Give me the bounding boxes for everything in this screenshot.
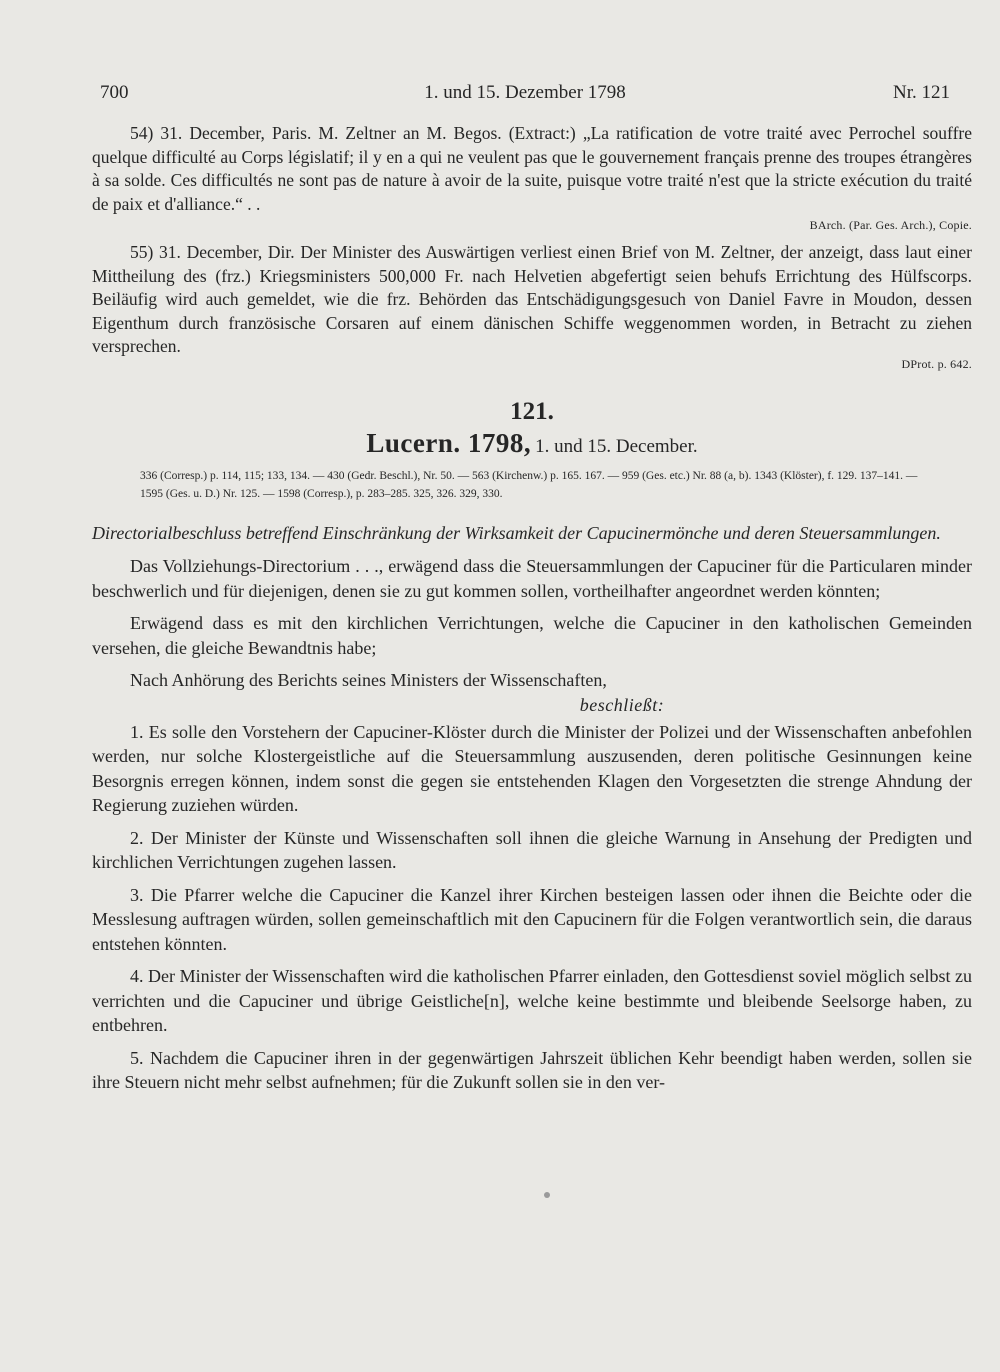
document-dateline [92, 428, 972, 459]
previous-entries [92, 122, 972, 380]
entry-55: 55) 31. December, Dir. Der Minister des Auswärtigen verliest einen Brief von M. Zeltner, der anzeigt, dass laut einer Mittheilung des (frz.) Kriegsministers 500,000 Fr. nach Helvetien abgefertigt seien behufs Errichtung des Hülfscorps. Beiläufig wird auch gemeldet, wie die frz. Behörden das Entschädigungsgesuch von Daniel Favre in Moudon, dessen Eigenthum durch französische Corsaren auf einem dänischen Schiffe weggenommen worden, in Betracht zu ziehen versprechen. [92, 242, 972, 356]
article-5: 5. Nachdem die Capuciner ihren in der gegenwärtigen Jahrszeit üblichen Kehr beendigt haben werden, sollen sie ihre Steuern nicht mehr selbst aufnehmen; für die Zukunft sollen sie in den ver- [92, 1047, 972, 1092]
entry-54: 54) 31. December, Paris. M. Zeltner an M. Begos. (Extract:) „La ratification de votre traité avec Perrochel souffre quelque difficulté au Corps législatif; il y en a qui ne veulent pas que le gouvernement français prenne des troupes étrangères à sa solde. Ces difficultés ne sont pas de nature à avoir de la suite, puisque votre traité n'est que la stricte exécution du traité de paix et d'alliance.“ . . [92, 123, 972, 214]
resolution-heading: beschließt: [579, 694, 665, 715]
document-121 [92, 398, 972, 1095]
archival-references: 336 (Corresp.) p. 114, 115; 133, 134. — 430 (Gedr. Beschl.), Nr. 50. — 563 (Kirchenw.) p. 165. 167. — 959 (Ges. etc.) Nr. 88 (a, b). 1343 (Klöster), f. 129. 137–141. — 1595 (Ges. u. D.) Nr. 125. — 1598 (Corresp.), p. 283–285. 325, 326. 329, 330. [140, 470, 918, 500]
preamble-paragraph: Das Vollziehungs-Directorium . . ., erwägend dass die Steuersammlungen der Capuciner für die Particularen minder beschwerlich und für diejenigen, denen sie zu gut kommen sollen, vortheilhafter angeordnet werden könnten; [92, 556, 972, 601]
preamble-paragraph: Nach Anhörung des Berichts seines Ministers der Wissenschaften, [130, 670, 607, 690]
running-title: 1. und 15. Dezember 1798 [424, 82, 626, 103]
preamble-paragraph: Erwägend dass es mit den kirchlichen Verrichtungen, welche die Capuciner in den katholischen Gemeinden versehen, die gleiche Bewandtnis habe; [92, 613, 972, 658]
document-title: Directorialbeschluss betreffend Einschränkung der Wirksamkeit der Capucinermönche und deren Steuersammlungen. [92, 523, 941, 543]
entry-55-source: DProt. p. 642. [901, 356, 972, 371]
document-place-year: Lucern. 1798, [366, 428, 532, 458]
page-header [100, 82, 950, 112]
article-4: 4. Der Minister der Wissenschaften wird die katholischen Pfarrer einladen, den Gottesdienst soviel möglich selbst zu verrichten und die Capuciner und übrige Geistliche[n], welche keine bestimmte und bleibende Seelsorge haben, zu entbehren. [92, 966, 972, 1035]
entry-54-source: BArch. (Par. Ges. Arch.), Copie. [809, 218, 972, 232]
document-number: 121. [510, 398, 554, 425]
article-1: 1. Es solle den Vorstehern der Capuciner-Klöster durch die Minister der Polizei und der Wissenschaften anbefohlen werden, nur solche Klostergeistliche auf die Steuersammlung auszusenden, deren politische Gesinnungen keine Besorgnis erregen können, indem sonst die gegen sie entstehenden Klagen den Vorgesetzten die strenge Ahndung der Regierung zuziehen würden. [92, 721, 972, 815]
article-3: 3. Die Pfarrer welche die Capuciner die Kanzel ihrer Kirchen besteigen lassen oder ihnen die Beichte oder die Messlesung auftragen würden, sollen gemeinschaftlich mit den Capucinern für die Folgen verantwortlich sein, die daraus entstehen könnten. [92, 884, 972, 954]
issue-number: Nr. 121 [893, 82, 950, 103]
document-date: 1. und 15. December. [535, 436, 698, 457]
ink-speck [544, 1192, 550, 1198]
page-number: 700 [100, 82, 129, 103]
article-2: 2. Der Minister der Künste und Wissenschaften soll ihnen die gleiche Warnung in Ansehung der Predigten und kirchlichen Verrichtungen zugehen lassen. [92, 827, 972, 872]
